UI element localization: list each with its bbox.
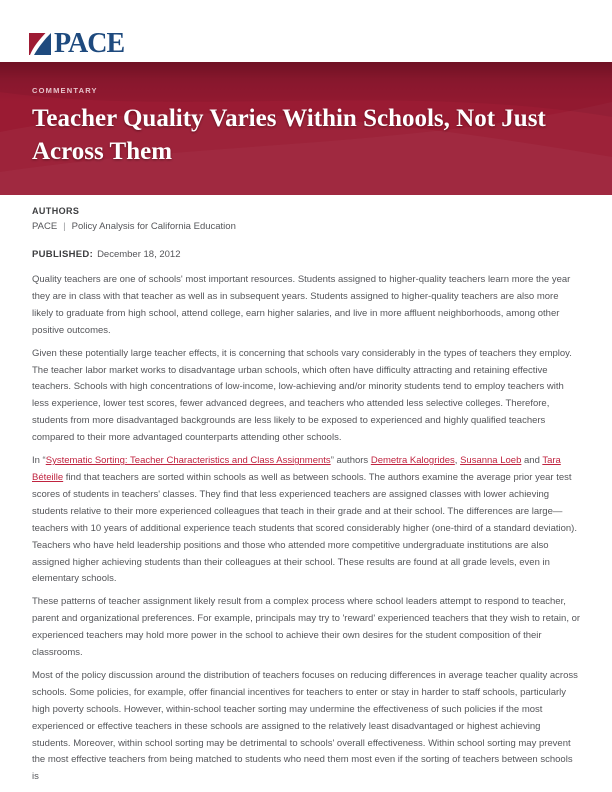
- author-org: PACE: [32, 221, 58, 232]
- paragraph: [32, 453, 581, 588]
- category-label: COMMENTARY: [32, 86, 98, 95]
- paragraph-text: In “: [32, 455, 46, 467]
- page-title: Teacher Quality Varies Within Schools, Not Just Across Them: [32, 105, 546, 165]
- paragraph-text: These patterns of teacher assignment likely result from a complex process where school leaders attempt to respond to teacher, parent and organizational preferences. For example, principals may try to 'reward' experienced teachers that they wish to retain, or experienced teachers may hold more power in the school to achieve their own desires for the student composition of their classrooms.: [32, 596, 581, 659]
- paragraph-text: and: [521, 455, 543, 467]
- pace-logo-mark: [29, 33, 51, 55]
- article-meta: [32, 206, 580, 260]
- authors-label: AUTHORS: [32, 206, 80, 216]
- paragraph-text: ” authors: [330, 455, 371, 467]
- pace-logo[interactable]: [29, 28, 125, 59]
- paragraph-text: ,: [454, 455, 461, 467]
- paragraph: [32, 668, 581, 786]
- title-banner: [0, 62, 612, 195]
- inline-link[interactable]: Systematic Sorting: Teacher Characteristics and Class Assignments: [45, 455, 331, 467]
- paragraph-text: Given these potentially large teacher effects, it is concerning that schools vary considerably in the types of teachers they employ. The teacher labor market works to disadvantage urban schools, which often have difficulty attracting and retaining effective teachers. Schools with high concentrations of low-income, low-achieving and/or minority students tend to employ teachers with less experience, lower test scores, fewer advanced degrees, and teachers who attended less selective colleges. Therefore, students from more disadvantaged backgrounds are less likely to be exposed to experienced and highly qualified teachers compared to their more advantaged counterparts attending other schools.: [32, 347, 572, 444]
- authors-separator: |: [63, 221, 66, 232]
- paragraph-text: Most of the policy discussion around the distribution of teachers focuses on reducing differences in average teacher quality across schools. Some policies, for example, offer financial incentives for teachers to enter or stay in harder to staff schools, particularly high poverty schools. However, within-school teacher sorting may undermine the effectiveness of such policies if the most experienced or effective teachers in these schools are assigned to the relatively least disadvantaged or highest achieving students. Moreover, within school sorting may be detrimental to schools' overall effectiveness. Within school sorting may prevent the most effective teachers from being matched to students who need them most even if the sorting of teachers between schools is: [32, 669, 578, 783]
- inline-link[interactable]: Susanna Loeb: [460, 455, 522, 467]
- published-date: December 18, 2012: [97, 249, 181, 260]
- pace-wordmark: PACE: [54, 28, 125, 59]
- inline-link[interactable]: Tara Béteille: [32, 455, 561, 483]
- author-name: Policy Analysis for California Education: [71, 221, 236, 232]
- site-header: [0, 0, 612, 62]
- published-label: PUBLISHED:: [32, 249, 94, 260]
- authors-value: [32, 221, 580, 232]
- paragraph-text: Quality teachers are one of schools' most important resources. Students assigned to higher-quality teachers learn more the year they are in class with that teacher as well as in subsequent years. Students assigned to higher-quality teachers are also more likely to graduate from high school, attend college, earn higher salaries, and live in more affluent neighborhoods, among other positive outcomes.: [32, 274, 571, 336]
- paragraph: [32, 272, 581, 340]
- paragraph-text: find that teachers are sorted within schools as well as between schools. The authors examine the average prior year test scores of students in teachers' classes. They find that less experienced teachers are assigned classes with lower achieving students relative to their more experienced colleagues that teach in their grade and at their school. The differences are large—teachers with 10 years of additional experience teach students that scored considerably higher (one-third of a standard deviation). Teachers who have held leadership positions and those who attended more competitive undergraduate institutions are also assigned higher achieving students than their colleagues at their school. These results are found at all grade levels, even in elementary schools.: [32, 471, 577, 585]
- inline-link[interactable]: Demetra Kalogrides: [370, 455, 455, 467]
- published-row: [32, 249, 580, 260]
- paragraph: [32, 346, 581, 447]
- article-body: [32, 272, 581, 792]
- paragraph: [32, 594, 581, 662]
